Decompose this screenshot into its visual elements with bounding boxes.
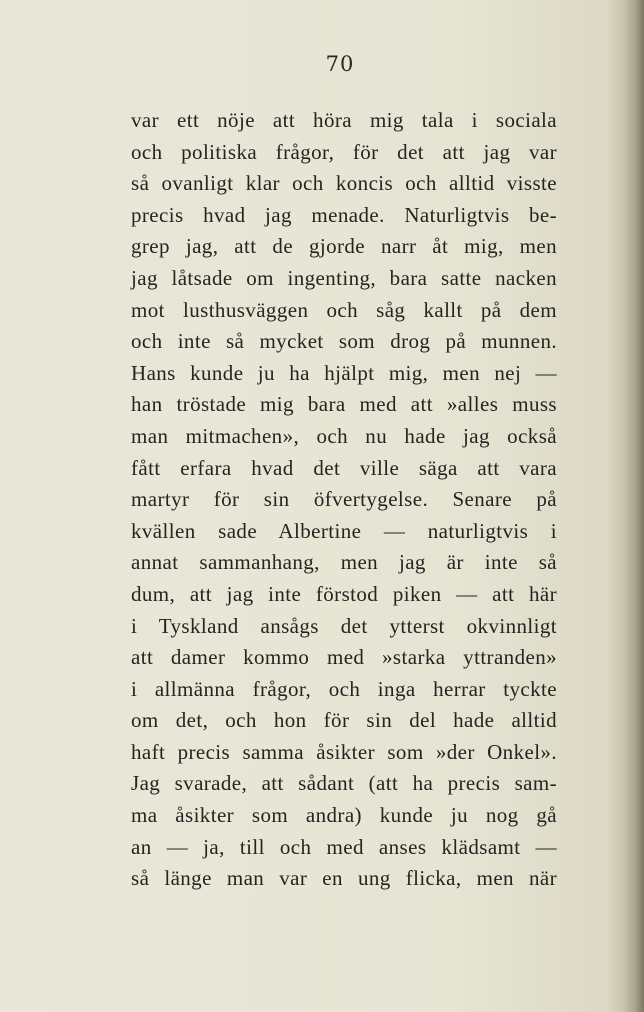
text-line: haft precis samma åsikter som »der Onkel». [131,739,557,764]
text-line: i Tyskland ansågs det ytterst okvinnligt [131,613,557,638]
text-line: kvällen sade Albertine — naturligtvis i [131,518,557,543]
text-line: fått erfara hvad det ville säga att vara [131,455,557,480]
body-text [131,105,557,895]
text-line: om det, och hon för sin del hade alltid [131,708,557,733]
text-line: annat sammanhang, men jag är inte så [131,550,557,575]
text-line: så ovanligt klar och koncis och alltid visste [131,171,557,196]
text-line: an — ja, till och med anses klädsamt — [131,834,557,859]
text-line: att damer kommo med »starka yttranden» [131,645,557,670]
text-line: så länge man var en ung flicka, men när [131,866,557,891]
text-line: var ett nöje att höra mig tala i sociala [131,108,557,132]
text-line: precis hvad jag menade. Naturligtvis be- [131,202,557,227]
page-number: 70 [325,52,355,76]
text-line: grep jag, att de gjorde narr åt mig, men [131,234,557,259]
text-line: och politiska frågor, för det att jag var [131,139,557,164]
page-edge-shadow [622,0,644,1012]
text-line: ma åsikter som andra) kunde ju nog gå [131,803,557,828]
text-line: och inte så mycket som drog på munnen. [131,329,557,354]
text-line: Hans kunde ju ha hjälpt mig, men nej — [131,360,557,385]
text-line: i allmänna frågor, och inga herrar tyckte [131,676,557,701]
text-line: man mitmachen», och nu hade jag också [131,423,557,448]
text-line: martyr för sin öfvertygelse. Senare på [131,487,557,512]
text-line: Jag svarade, att sådant (att ha precis sam- [131,771,557,796]
text-line: dum, att jag inte förstod piken — att här [131,581,557,606]
text-line: jag låtsade om ingenting, bara satte nacken [131,265,557,290]
text-line: mot lusthusväggen och såg kallt på dem [131,297,557,322]
text-line: han tröstade mig bara med att »alles muss [131,392,557,417]
